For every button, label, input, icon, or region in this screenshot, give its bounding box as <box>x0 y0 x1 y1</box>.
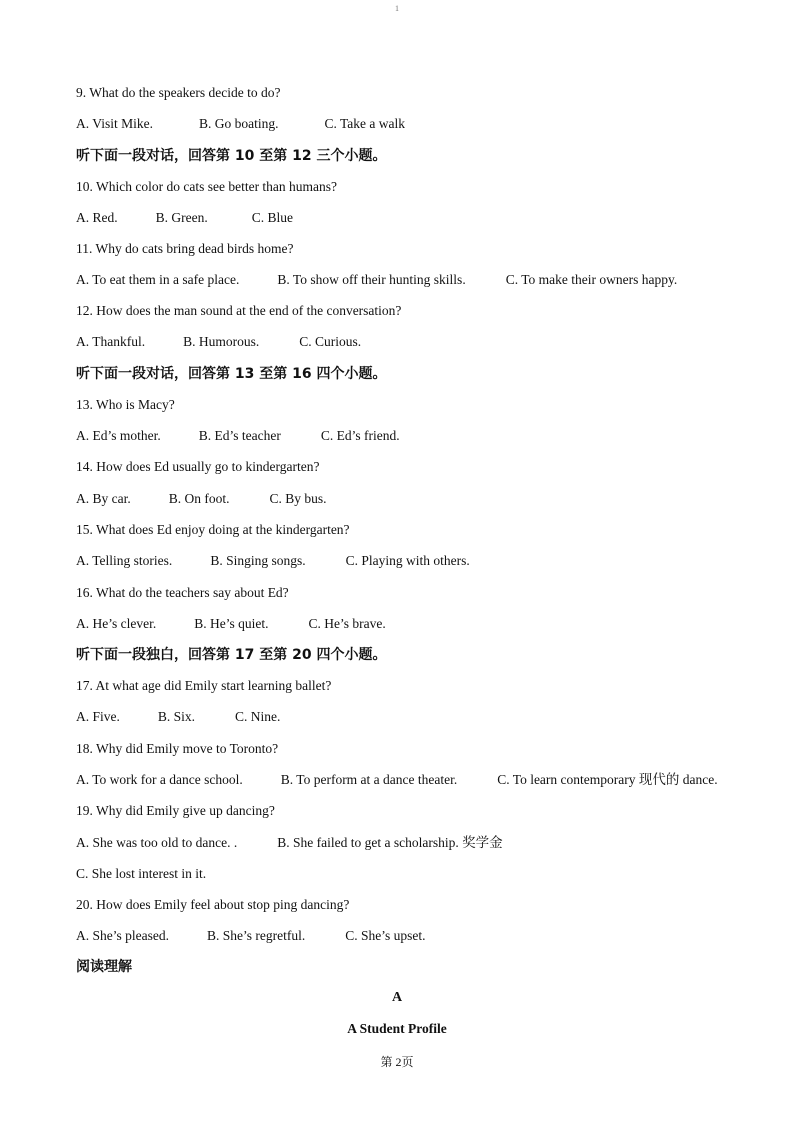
options-row <box>76 333 361 351</box>
option-a: A. Visit Mike. <box>76 116 153 131</box>
options-row <box>76 552 470 570</box>
options-row <box>76 427 400 445</box>
option-b: B. On foot. <box>168 491 230 506</box>
option-c: C. Take a walk <box>324 116 405 131</box>
option-a: A. Ed’s mother. <box>76 428 161 443</box>
option-a: A. To eat them in a safe place. <box>76 272 240 287</box>
options-row <box>76 209 293 227</box>
options-row <box>76 115 405 133</box>
section-heading: 听下面一段独白，回答第 17 至第 20 四个小题。 <box>76 647 387 663</box>
option-b: B. Ed’s teacher <box>198 428 281 443</box>
passage-label: A <box>391 990 403 1005</box>
question-text: C. She lost interest in it. <box>76 866 207 881</box>
option-b: B. Singing songs. <box>210 553 306 568</box>
options-row <box>76 615 386 633</box>
options-row <box>76 490 327 508</box>
question-text: 13. Who is Macy? <box>76 397 175 412</box>
question-text: 18. Why did Emily move to Toronto? <box>76 741 279 756</box>
option-c: C. By bus. <box>269 491 327 506</box>
passage-title: A Student Profile <box>347 1021 447 1036</box>
question-text: 14. How does Ed usually go to kindergarten? <box>76 459 320 474</box>
option-c: C. Curious. <box>299 334 362 349</box>
question-text: 11. Why do cats bring dead birds home? <box>76 241 294 256</box>
option-a: A. By car. <box>76 491 131 506</box>
option-b: B. To perform at a dance theater. <box>280 772 458 787</box>
question-text: 16. What do the teachers say about Ed? <box>76 585 289 600</box>
option-a: A. She was too old to dance. . <box>76 835 238 850</box>
option-c: C. To learn contemporary 现代的 dance. <box>497 772 718 787</box>
options-row <box>76 271 677 289</box>
option-c: C. Blue <box>251 210 293 225</box>
option-b: B. Six. <box>157 709 196 724</box>
question-text: 15. What does Ed enjoy doing at the kindergarten? <box>76 522 350 537</box>
options-row <box>76 708 280 726</box>
option-c: C. Playing with others. <box>345 553 470 568</box>
page-mark: 1 <box>395 4 399 13</box>
option-b: B. Green. <box>155 210 208 225</box>
options-row <box>76 834 503 852</box>
option-a: A. He’s clever. <box>76 616 157 631</box>
page-footer: 第 2页 <box>380 1055 414 1069</box>
section-heading: 阅读理解 <box>76 959 132 975</box>
option-c: C. To make their owners happy. <box>505 272 678 287</box>
options-row <box>76 771 718 789</box>
question-text: 12. How does the man sound at the end of the conversation? <box>76 303 402 318</box>
option-b: B. She failed to get a scholarship. 奖学金 <box>277 835 503 850</box>
option-b: B. Go boating. <box>198 116 279 131</box>
option-c: C. Ed’s friend. <box>320 428 400 443</box>
section-heading: 听下面一段对话，回答第 13 至第 16 四个小题。 <box>76 366 387 382</box>
option-c: C. Nine. <box>235 709 281 724</box>
option-b: B. He’s quiet. <box>194 616 269 631</box>
option-a: A. She’s pleased. <box>76 928 169 943</box>
option-b: B. To show off their hunting skills. <box>277 272 466 287</box>
option-a: A. To work for a dance school. <box>76 772 243 787</box>
option-a: A. Telling stories. <box>76 553 173 568</box>
question-text: 17. At what age did Emily start learning ballet? <box>76 678 332 693</box>
section-heading: 听下面一段对话，回答第 10 至第 12 三个小题。 <box>76 148 387 164</box>
option-a: A. Thankful. <box>76 334 146 349</box>
option-a: A. Five. <box>76 709 120 724</box>
option-b: B. Humorous. <box>183 334 260 349</box>
option-c: C. He’s brave. <box>308 616 386 631</box>
option-c: C. She’s upset. <box>345 928 426 943</box>
question-text: 19. Why did Emily give up dancing? <box>76 803 275 818</box>
option-b: B. She’s regretful. <box>206 928 306 943</box>
question-text: 9. What do the speakers decide to do? <box>76 85 281 100</box>
question-text: 20. How does Emily feel about stop ping dancing? <box>76 897 350 912</box>
option-a: A. Red. <box>76 210 118 225</box>
question-text: 10. Which color do cats see better than humans? <box>76 179 338 194</box>
options-row <box>76 927 425 945</box>
